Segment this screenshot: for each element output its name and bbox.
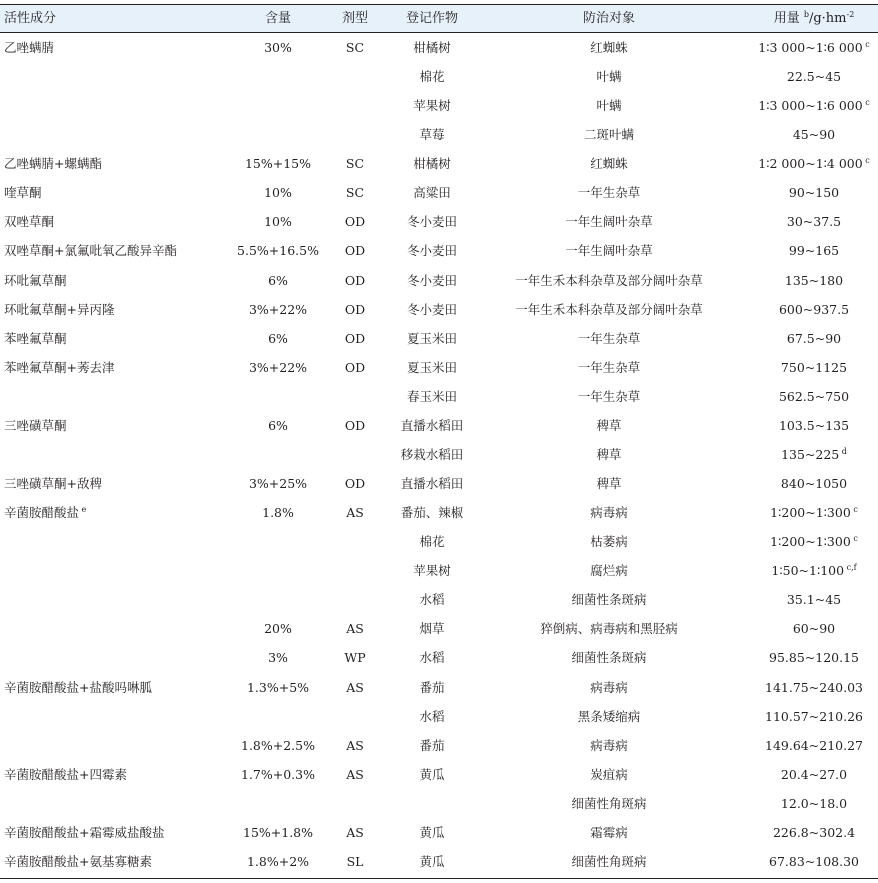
cell-formulation [346, 184, 364, 202]
cell-crop [419, 824, 444, 842]
cell-formulation-text: AS [346, 679, 364, 695]
cell-dosage-text: 22.5~45 [786, 69, 842, 85]
cell-target [590, 679, 628, 697]
cell-dosage [785, 272, 843, 290]
cell-content-text: 1.7%+0.3% [241, 766, 315, 782]
cell-formulation [346, 824, 364, 842]
cell-crop [407, 301, 457, 319]
cell-dosage [765, 737, 863, 755]
cell-ingredient [4, 853, 152, 871]
cell-dosage-text: 135~225 [781, 446, 840, 462]
cell-crop-text: 草莓 [419, 127, 445, 143]
cell-content-text: 1.8%+2.5% [241, 737, 315, 753]
cell-target [590, 39, 628, 57]
cell-formulation [346, 737, 364, 755]
header-ingredient: 活性成分 [4, 11, 57, 26]
cell-dosage [787, 213, 841, 231]
cell-dosage-text: 135~180 [784, 272, 844, 288]
cell-ingredient-text: 辛菌胺醋酸盐+四霉素 [4, 766, 127, 782]
cell-dosage [789, 184, 839, 202]
cell-dosage-text: 1∶3 000~1∶6 000 [758, 98, 863, 114]
cell-ingredient [4, 475, 102, 493]
cell-content-text: 3%+25% [248, 476, 308, 492]
cell-target [590, 504, 628, 522]
cell-crop-text: 黄瓜 [419, 766, 445, 782]
cell-dosage [779, 388, 849, 406]
cell-dosage-text: 35.1~45 [786, 592, 842, 608]
cell-formulation [344, 649, 365, 667]
cell-crop [419, 620, 444, 638]
cell-dosage-text: 600~937.5 [778, 301, 850, 317]
cell-content-text: 6% [268, 330, 288, 346]
table-header [0, 4, 878, 33]
cell-target-text: 一年生杂草 [577, 388, 641, 404]
cell-target [590, 737, 628, 755]
cell-target [571, 591, 646, 609]
cell-dosage [758, 97, 870, 115]
cell-target-text: 一年生杂草 [577, 330, 641, 346]
cell-ingredient-text: 喹草酮 [4, 185, 42, 201]
cell-formulation-text: AS [346, 621, 364, 637]
cell-content [237, 242, 319, 260]
cell-target [571, 853, 646, 871]
cell-content-text: 1.8% [262, 505, 294, 521]
cell-dosage [787, 68, 841, 86]
cell-dosage [765, 708, 863, 726]
cell-ingredient [4, 213, 54, 231]
cell-content-text: 1.8%+2% [246, 853, 310, 869]
cell-ingredient [4, 330, 67, 348]
cell-ingredient-text: 辛菌胺醋酸盐+氨基寡糖素 [4, 853, 152, 869]
dosage-footnote-mark: c [862, 40, 870, 49]
cell-crop-text: 烟草 [419, 621, 445, 637]
cell-dosage-text: 141.75~240.03 [765, 679, 863, 695]
cell-ingredient [4, 242, 177, 260]
cell-crop [419, 766, 444, 784]
cell-content-text: 5.5%+16.5% [237, 243, 319, 259]
cell-target-text: 红蜘蛛 [590, 40, 628, 55]
cell-crop [407, 359, 457, 377]
cell-ingredient-text: 环吡氟草酮 [4, 272, 67, 288]
cell-dosage [787, 330, 841, 348]
cell-target-text: 稗草 [596, 417, 622, 433]
cell-target [565, 242, 653, 260]
cell-content [264, 39, 292, 57]
cell-crop-text: 苹果树 [413, 98, 451, 114]
cell-dosage-text: 1∶200~1∶300 [770, 534, 851, 550]
cell-ingredient [4, 417, 67, 435]
cell-crop-text: 冬小麦田 [406, 272, 458, 288]
cell-crop-text: 苹果树 [413, 563, 451, 579]
cell-crop-text: 高粱田 [413, 185, 451, 201]
cell-content-text: 10% [264, 185, 292, 201]
cell-crop [407, 330, 457, 348]
cell-formulation [346, 155, 364, 173]
cell-dosage [769, 649, 859, 667]
cell-formulation-text: SL [346, 853, 364, 869]
cell-ingredient-text: 三唑磺草酮 [4, 417, 67, 433]
cell-dosage-text: 103.5~135 [778, 417, 850, 433]
cell-formulation-text: OD [344, 272, 366, 288]
cell-content-text: 30% [264, 40, 292, 55]
cell-dosage [769, 853, 859, 871]
cell-crop [419, 126, 444, 144]
cell-crop-text: 番茄 [419, 679, 445, 695]
cell-dosage-text: 95.85~120.15 [769, 650, 859, 666]
cell-content [264, 213, 292, 231]
cell-content [264, 620, 292, 638]
cell-ingredient [4, 39, 54, 57]
header-formulation: 剂型 [341, 11, 369, 26]
cell-crop [401, 504, 464, 522]
cell-dosage-text: 562.5~750 [778, 388, 850, 404]
cell-content [249, 301, 307, 319]
cell-crop-text: 棉花 [419, 69, 445, 85]
cell-crop [407, 213, 457, 231]
cell-content [268, 417, 288, 435]
cell-target-text: 一年生禾本科杂草及部分阔叶杂草 [515, 301, 703, 317]
cell-target-text: 一年生阔叶杂草 [565, 214, 653, 230]
cell-target [590, 766, 628, 784]
cell-target-text: 一年生杂草 [577, 359, 641, 375]
cell-formulation [346, 39, 364, 57]
cell-crop-text: 水稻 [419, 592, 445, 608]
cell-dosage-text: 1∶200~1∶300 [770, 505, 851, 521]
cell-target-text: 细菌性角斑病 [571, 853, 647, 869]
header-content: 含量 [264, 11, 292, 26]
cell-target-text: 一年生杂草 [577, 185, 641, 201]
cell-content-text: 3% [268, 650, 288, 666]
cell-formulation [346, 679, 364, 697]
cell-content-text: 3%+22% [248, 301, 308, 317]
cell-crop-text: 棉花 [419, 534, 445, 550]
cell-target [584, 126, 634, 144]
cell-ingredient-text: 辛菌胺醋酸盐+霜霉威盐酸盐 [4, 824, 165, 840]
cell-ingredient-text: 苯唑氟草酮+莠去津 [4, 359, 115, 375]
cell-crop-text: 黄瓜 [419, 853, 445, 869]
cell-dosage [770, 504, 858, 522]
cell-content-text: 15%+1.8% [242, 824, 314, 840]
cell-ingredient [4, 766, 127, 784]
cell-crop [419, 649, 444, 667]
cell-target [578, 330, 641, 348]
cell-dosage-text: 226.8~302.4 [772, 824, 856, 840]
cell-formulation-text: AS [346, 824, 364, 840]
cell-crop [407, 388, 457, 406]
cell-target [515, 301, 703, 319]
cell-target-text: 红蜘蛛 [590, 156, 628, 172]
cell-dosage [781, 446, 847, 464]
cell-ingredient [4, 184, 42, 202]
cell-content-text: 6% [268, 417, 288, 433]
cell-ingredient-text: 辛菌胺醋酸盐+盐酸吗啉胍 [4, 679, 152, 695]
cell-crop [401, 417, 464, 435]
cell-dosage [781, 766, 847, 784]
cell-dosage [773, 824, 855, 842]
cell-target [590, 155, 628, 173]
cell-crop-text: 冬小麦田 [406, 301, 458, 317]
cell-target [596, 417, 621, 435]
cell-crop [419, 533, 444, 551]
header-rule [0, 32, 878, 33]
cell-ingredient [4, 679, 152, 697]
cell-formulation [346, 504, 364, 522]
cell-crop [419, 591, 444, 609]
cell-target-text: 一年生阔叶杂草 [565, 243, 653, 259]
cell-target [571, 649, 646, 667]
cell-ingredient-text: 双唑草酮+氯氟吡氧乙酸异辛酯 [4, 243, 177, 259]
dosage-footnote-mark: d [839, 446, 847, 456]
cell-content-text: 3%+22% [248, 359, 308, 375]
cell-dosage-text: 90~150 [788, 185, 840, 201]
cell-target-text: 炭疽病 [590, 766, 628, 782]
cell-crop [419, 737, 444, 755]
cell-crop-text: 夏玉米田 [406, 359, 458, 375]
cell-crop-text: 移栽水稻田 [400, 446, 464, 462]
cell-target [596, 446, 621, 464]
cell-content [268, 649, 288, 667]
cell-formulation [346, 766, 364, 784]
cell-crop [413, 97, 451, 115]
cell-content [245, 155, 311, 173]
cell-dosage [771, 562, 856, 580]
cell-crop-text: 柑橘树 [413, 40, 451, 55]
cell-target [578, 388, 641, 406]
cell-target [590, 562, 628, 580]
cell-crop [413, 562, 451, 580]
cell-dosage-text: 840~1050 [780, 476, 848, 492]
cell-ingredient [4, 504, 86, 522]
cell-formulation-text: OD [344, 476, 366, 492]
cell-target [578, 184, 641, 202]
cell-formulation [345, 359, 365, 377]
cell-dosage [781, 475, 847, 493]
cell-target-text: 细菌性条斑病 [571, 650, 647, 666]
cell-crop-text: 水稻 [419, 708, 445, 724]
header-crop: 登记作物 [405, 11, 459, 26]
cell-dosage-text: 67.83~108.30 [769, 853, 859, 869]
cell-dosage-text: 110.57~210.26 [765, 708, 863, 724]
cell-content-text: 10% [264, 214, 292, 230]
cell-target [590, 533, 628, 551]
dosage-footnote-mark: c [862, 156, 870, 166]
cell-crop [413, 39, 451, 57]
cell-crop-text: 直播水稻田 [400, 476, 464, 492]
cell-ingredient-text: 乙唑螨腈+螺螨酯 [4, 156, 102, 172]
cell-formulation-text: OD [344, 301, 366, 317]
cell-target-text: 病毒病 [590, 737, 628, 753]
cell-dosage-text: 12.0~18.0 [780, 795, 848, 811]
cell-formulation-text: OD [344, 417, 366, 433]
cell-dosage-text: 60~90 [792, 621, 836, 637]
cell-ingredient-text: 苯唑氟草酮 [4, 330, 67, 346]
cell-target-text: 细菌性条斑病 [571, 592, 647, 608]
cell-formulation-text: AS [346, 505, 364, 521]
cell-dosage [779, 301, 849, 319]
cell-formulation-text: AS [346, 766, 364, 782]
cell-target-text: 稗草 [596, 476, 622, 492]
cell-crop [419, 68, 444, 86]
cell-target [596, 68, 621, 86]
dosage-footnote-mark: c,f [844, 563, 857, 573]
cell-crop [407, 242, 457, 260]
cell-formulation-text: OD [344, 330, 366, 346]
cell-dosage-text: 750~1125 [780, 359, 848, 375]
cell-dosage [758, 155, 870, 173]
cell-formulation-text: SC [345, 185, 365, 201]
cell-content [241, 737, 315, 755]
cell-crop-text: 冬小麦田 [406, 214, 458, 230]
cell-crop-text: 冬小麦田 [406, 243, 458, 259]
cell-target-text: 二斑叶螨 [583, 127, 635, 143]
cell-crop [419, 708, 444, 726]
cell-content [241, 766, 315, 784]
cell-dosage [770, 533, 858, 551]
cell-target-text: 病毒病 [590, 505, 628, 521]
header-dosage: 用量 $^b/g\cdot hm^{-2}$ [773, 10, 855, 26]
cell-dosage-text: 30~37.5 [786, 214, 842, 230]
cell-crop-text: 黄瓜 [419, 824, 445, 840]
cell-dosage [781, 795, 847, 813]
cell-dosage-text: 20.4~27.0 [780, 766, 848, 782]
cell-content-text: 1.3%+5% [246, 679, 310, 695]
cell-content-text: 6% [268, 272, 288, 288]
cell-crop-text: 夏玉米田 [406, 330, 458, 346]
cell-content [268, 272, 288, 290]
cell-formulation-text: WP [344, 650, 366, 666]
cell-formulation [347, 853, 364, 871]
cell-ingredient [4, 272, 67, 290]
cell-formulation [345, 417, 365, 435]
dosage-footnote-mark: c [862, 98, 870, 108]
cell-content [247, 679, 309, 697]
cell-crop [407, 272, 457, 290]
cell-target [515, 272, 703, 290]
cell-formulation-text: AS [346, 737, 364, 753]
cell-content [268, 330, 288, 348]
cell-crop-text: 直播水稻田 [400, 417, 464, 433]
cell-dosage-text: 45~90 [792, 127, 836, 143]
cell-dosage-text: 1∶2 000~1∶4 000 [758, 156, 863, 172]
cell-target [565, 213, 653, 231]
cell-formulation [345, 330, 365, 348]
cell-target-text: 稗草 [596, 446, 622, 462]
cell-target-text: 病毒病 [590, 679, 628, 695]
cell-dosage-text: 99~165 [788, 243, 840, 259]
cell-target [578, 359, 641, 377]
cell-dosage [789, 242, 839, 260]
dosage-footnote-mark: c [850, 534, 858, 544]
header-target: 防治对象 [582, 11, 636, 26]
cell-ingredient [4, 155, 102, 173]
cell-dosage [765, 679, 863, 697]
cell-target-text: 黑条矮缩病 [577, 708, 641, 724]
cell-dosage-text: 1∶3 000~1∶6 000 [758, 40, 863, 55]
cell-crop [413, 184, 451, 202]
cell-ingredient-text: 乙唑螨腈 [4, 40, 55, 55]
cell-target-text: 枯萎病 [590, 534, 628, 550]
cell-dosage-text: 149.64~210.27 [765, 737, 863, 753]
cell-content [264, 184, 292, 202]
dosage-footnote-mark: c [850, 505, 858, 515]
cell-formulation-text: SC [345, 40, 365, 55]
cell-target-text: 一年生禾本科杂草及部分阔叶杂草 [515, 272, 703, 288]
cell-target-text: 猝倒病、病毒病和黑胫病 [540, 621, 678, 637]
cell-content [249, 359, 307, 377]
cell-content [243, 824, 313, 842]
cell-crop-text: 春玉米田 [406, 388, 458, 404]
cell-formulation [345, 242, 365, 260]
cell-content [249, 475, 307, 493]
cell-ingredient [4, 359, 114, 377]
cell-formulation-text: OD [344, 243, 366, 259]
cell-formulation-text: OD [344, 214, 366, 230]
cell-ingredient [4, 301, 114, 319]
cell-dosage [793, 126, 835, 144]
cell-formulation [346, 620, 364, 638]
cell-formulation-text: SC [345, 156, 365, 172]
cell-dosage-text: 67.5~90 [786, 330, 842, 346]
cell-formulation-text: OD [344, 359, 366, 375]
cell-dosage [781, 359, 847, 377]
cell-target-text: 叶螨 [596, 98, 622, 114]
cell-content [247, 853, 309, 871]
cell-target [540, 620, 678, 638]
cell-formulation [345, 475, 365, 493]
cell-crop-text: 水稻 [419, 650, 445, 666]
cell-content [262, 504, 294, 522]
cell-target [578, 708, 641, 726]
cell-target-text: 腐烂病 [590, 563, 628, 579]
cell-content-text: 15%+15% [244, 156, 312, 172]
cell-target [596, 97, 621, 115]
cell-crop-text: 番茄、辣椒 [400, 505, 464, 521]
cell-formulation [345, 301, 365, 319]
cell-target [571, 795, 646, 813]
cell-dosage [793, 620, 835, 638]
cell-crop [401, 446, 464, 464]
cell-ingredient-text: 三唑磺草酮+敌稗 [4, 476, 102, 492]
cell-dosage-text: 1∶50~1∶100 [771, 563, 845, 579]
cell-ingredient-text: 环吡氟草酮+异丙隆 [4, 301, 115, 317]
cell-formulation [345, 213, 365, 231]
cell-target-text: 细菌性角斑病 [571, 795, 647, 811]
cell-content-text: 20% [264, 621, 292, 637]
cell-ingredient-text: 双唑草酮 [4, 214, 55, 230]
cell-dosage [787, 591, 841, 609]
bottom-rule [0, 878, 878, 879]
cell-target [596, 475, 621, 493]
cell-crop [419, 679, 444, 697]
ingredient-footnote-mark: e [79, 505, 87, 515]
cell-crop-text: 柑橘树 [413, 156, 451, 172]
cell-target [590, 824, 628, 842]
cell-dosage [779, 417, 849, 435]
cell-target-text: 叶螨 [596, 69, 622, 85]
cell-ingredient-text: 辛菌胺醋酸盐 [4, 505, 80, 521]
cell-dosage [758, 39, 870, 57]
cell-target-text: 霜霉病 [590, 824, 628, 840]
cell-crop [413, 155, 451, 173]
cell-crop [401, 475, 464, 493]
cell-crop-text: 番茄 [419, 737, 445, 753]
cell-ingredient [4, 824, 164, 842]
cell-crop [419, 853, 444, 871]
cell-formulation [345, 272, 365, 290]
